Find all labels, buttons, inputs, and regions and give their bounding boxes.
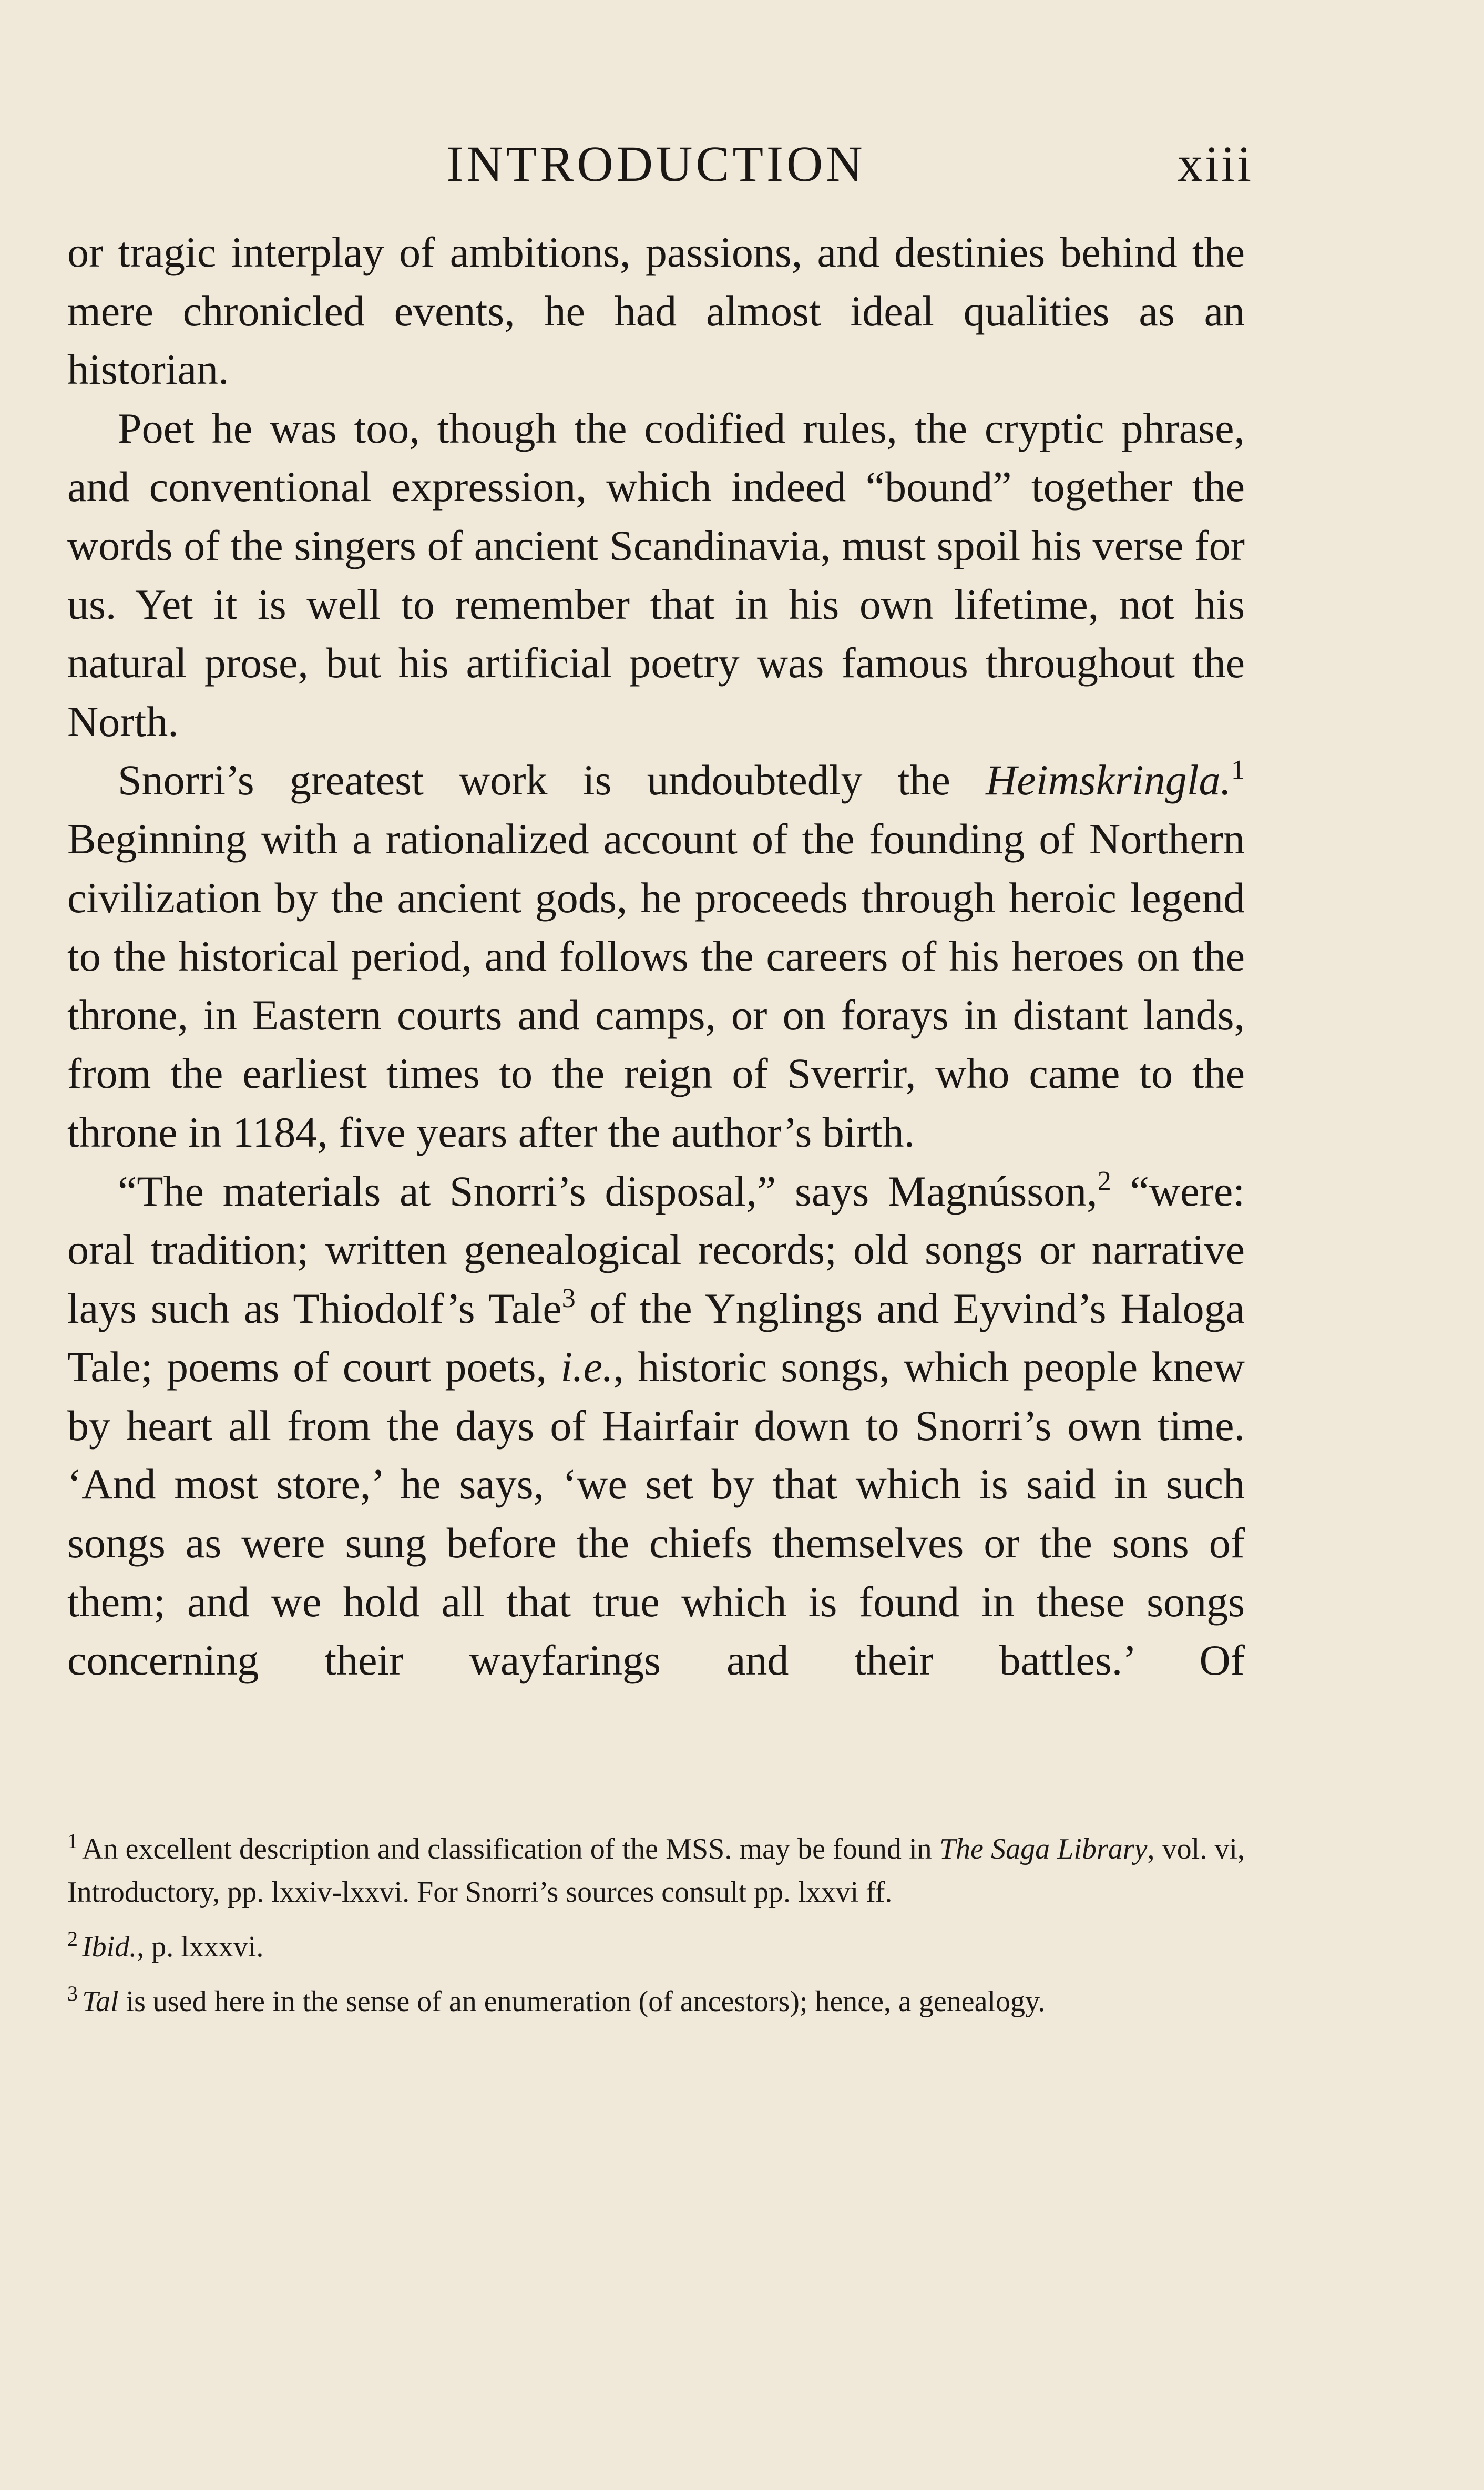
footnote-text: , vol. vi, Introductory, pp. lxxiv-lxxvi. For Snorri’s sources consult pp. lxxvi ff. [67,1833,1245,1909]
paragraph-text: , historic songs, which people knew by heart all from the days of Hairfair down to Snorri’s own time. ‘And most store,’ he says, ‘we set by that which is said in such songs as were sung before the chiefs themselves or the sons of them; and we hold all that true which is found in these songs concerning their wayfarings and their battles.’ Of [67,1343,1245,1685]
body-text [67,223,1245,1690]
footnote-reference[interactable]: 1 [1231,755,1245,785]
paragraph [67,751,1245,1161]
footnote [67,1828,1245,1914]
footnote-number: 1 [67,1829,78,1853]
footnote-text: An excellent description and classification of the MSS. may be found in [82,1833,939,1865]
footnotes [67,1828,1245,2035]
paragraph-text: Beginning with a rationalized account of the founding of Northern civilization by the ancient gods, he proceeds through heroic legend to the historical period, and follows the careers of his heroes on the throne, in Eastern courts and camps, or on forays in distant lands, from the earliest times to the reign of Sverrir, who came to the throne in 1184, five years after the author’s birth. [67,814,1245,1156]
footnote-number: 3 [67,1982,78,2005]
paragraph [67,1162,1245,1690]
paragraph-text: “were: oral tradition; written genealogical records; old songs or narrative lays such as Thiodolf’s Tale [67,1167,1245,1332]
abbreviation: i.e. [560,1343,613,1391]
paragraph-text: “The materials at Snorri’s disposal,” says Magnússon, [118,1167,1098,1215]
paragraph-text: or tragic interplay of ambitions, passions, and destinies behind the mere chronicled events, he had almost ideal qualities as an historian. [67,228,1245,394]
footnote [67,1925,1245,1968]
paragraph-text: of the Ynglings and Eyvind’s Haloga Tale; poems of court poets, [67,1284,1245,1391]
book-title: Heimskringla. [986,756,1231,804]
term: Tal [82,1985,119,2018]
book-title: The Saga Library [939,1833,1148,1865]
footnote-reference[interactable]: 3 [561,1283,576,1313]
footnote-text: , p. lxxxvi. [137,1931,264,1963]
paragraph [67,399,1245,751]
footnote-number: 2 [67,1927,78,1951]
footnote [67,1980,1245,2023]
footnote-reference[interactable]: 2 [1097,1166,1111,1196]
paragraph-text: Snorri’s greatest work is undoubtedly the [118,756,986,804]
abbreviation: Ibid. [82,1931,137,1963]
running-head [67,132,1253,196]
paragraph [67,223,1245,399]
page-number: xiii [1177,136,1253,192]
page-title: INTRODUCTION [446,136,866,192]
footnote-text: is used here in the sense of an enumeration (of ancestors); hence, a genealogy. [118,1985,1046,2018]
paragraph-text: Poet he was too, though the codified rules, the cryptic phrase, and conventional expression, which indeed “bound” together the words of the singers of ancient Scandinavia, must spoil his verse for us. Yet it is well to remember that in his own lifetime, not his natural prose, but his artificial poetry was famous throughout the North. [67,404,1245,746]
